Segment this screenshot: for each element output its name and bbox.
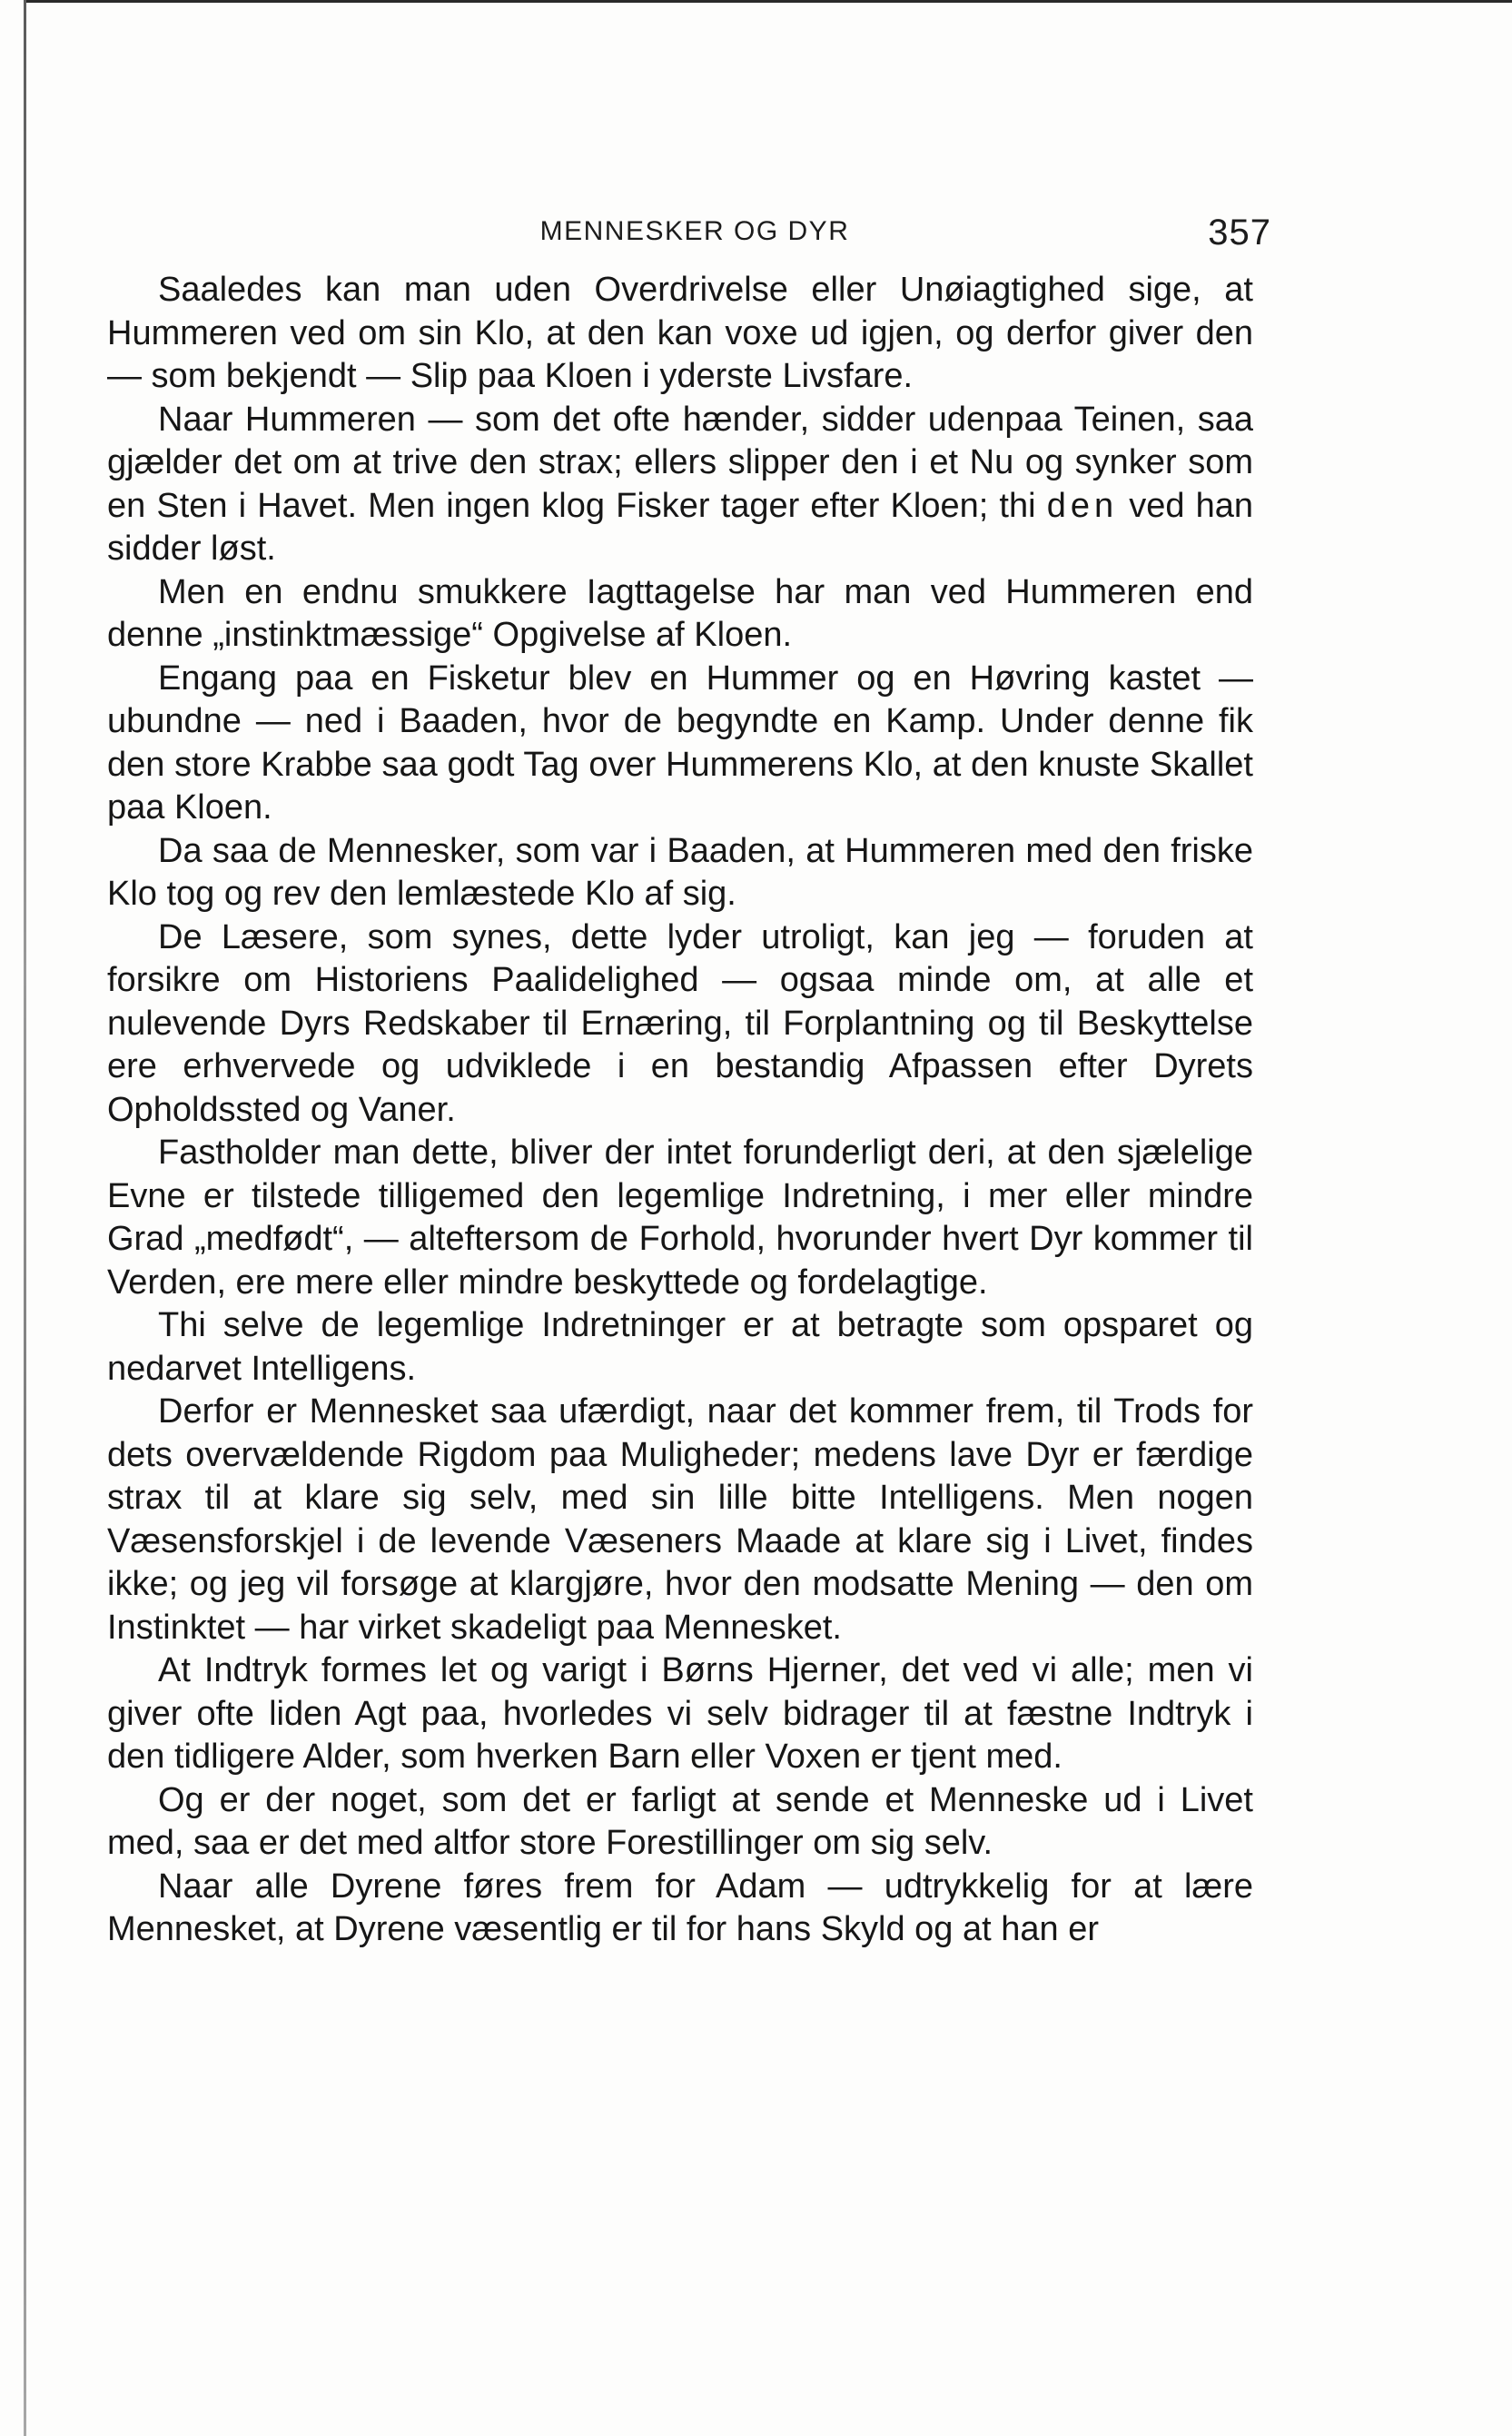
page-header xyxy=(118,213,1271,258)
paragraph: Men en endnu smukkere Iagttagelse har man ved Hummeren end denne „instinktmæssige“ Opgivelse af Kloen. xyxy=(107,572,1253,654)
paragraph: Saaledes kan man uden Overdrivelse eller Unøiagtighed sige, at Hummeren ved om sin Klo, at den kan voxe ud igjen, og derfor giver den — som bekjendt — Slip paa Kloen i yderste Livsfare. xyxy=(107,271,1253,395)
paragraph: Thi selve de legemlige Indretninger er at betragte som opsparet og nedarvet Intelligens. xyxy=(107,1306,1253,1388)
emphasized-word: den xyxy=(1046,486,1119,525)
scan-top-edge xyxy=(25,0,1512,3)
paragraph-text: Naar Hummeren — som det ofte hænder, sidder udenpaa Teinen, saa gjælder det om at trive den strax; ellers slipper den i et Nu og synker som en Sten i Havet. Men ingen klog Fisker tager efter Kloen; thi xyxy=(107,400,1253,525)
body-text xyxy=(107,269,1253,1952)
paragraph: Da saa de Mennesker, som var i Baaden, at Hummeren med den friske Klo tog og rev den lemlæstede Klo af sig. xyxy=(107,831,1253,913)
paragraph: De Læsere, som synes, dette lyder utroligt, kan jeg — foruden at forsikre om Historiens Paalidelighed — ogsaa minde om, at alle et nulevende Dyrs Redskaber til Ernæring, til Forplantning og til Beskyttelse ere erhvervede og udviklede i en bestandig Afpassen efter Dyrets Opholdssted og Vaner. xyxy=(107,917,1253,1129)
paragraph-text: ved han sidder løst. xyxy=(107,486,1253,568)
paragraph: Engang paa en Fisketur blev en Hummer og en Høvring kastet — ubundne — ned i Baaden, hvor de begyndte en Kamp. Under denne fik den store Krabbe saa godt Tag over Hummerens Klo, at den knuste Skallet paa Kloen. xyxy=(107,659,1253,827)
page-number: 357 xyxy=(1208,213,1271,253)
running-title: MENNESKER OG DYR xyxy=(539,216,850,246)
paragraph: Og er der noget, som det er farligt at sende et Menneske ud i Livet med, saa er det med altfor store Forestillinger om sig selv. xyxy=(107,1780,1253,1862)
paragraph: Naar alle Dyrene føres frem for Adam — udtrykkelig for at lære Mennesket, at Dyrene væsentlig er til for hans Skyld og at han er xyxy=(107,1867,1253,1948)
paragraph: At Indtryk formes let og varigt i Børns Hjerner, det ved vi alle; men vi giver ofte liden Agt paa, hvorledes vi selv bidrager til at fæstne Indtryk i den tidligere Alder, som hverken Barn eller Voxen er tjent med. xyxy=(107,1651,1253,1776)
paragraph xyxy=(107,399,1253,571)
paragraph: Derfor er Mennesket saa ufærdigt, naar det kommer frem, til Trods for dets overvældende Rigdom paa Muligheder; medens lave Dyr er færdige strax til at klare sig selv, med sin lille bitte Intelligens. Men nogen Væsensforskjel i de levende Væseners Maade at klare sig i Livet, findes ikke; og jeg vil forsøge at klargjøre, hvor den modsatte Mening — den om Instinktet — har virket skadeligt paa Mennesket. xyxy=(107,1392,1253,1647)
paragraph: Fastholder man dette, bliver der intet forunderligt deri, at den sjælelige Evne er tilstede tilligemed den legemlige Indretning, i mer eller mindre Grad „medfødt“, — alteftersom de Forhold, hvorunder hvert Dyr kommer til Verden, ere mere eller mindre beskyttede og fordelagtige. xyxy=(107,1134,1253,1302)
scan-left-edge xyxy=(24,0,26,2436)
